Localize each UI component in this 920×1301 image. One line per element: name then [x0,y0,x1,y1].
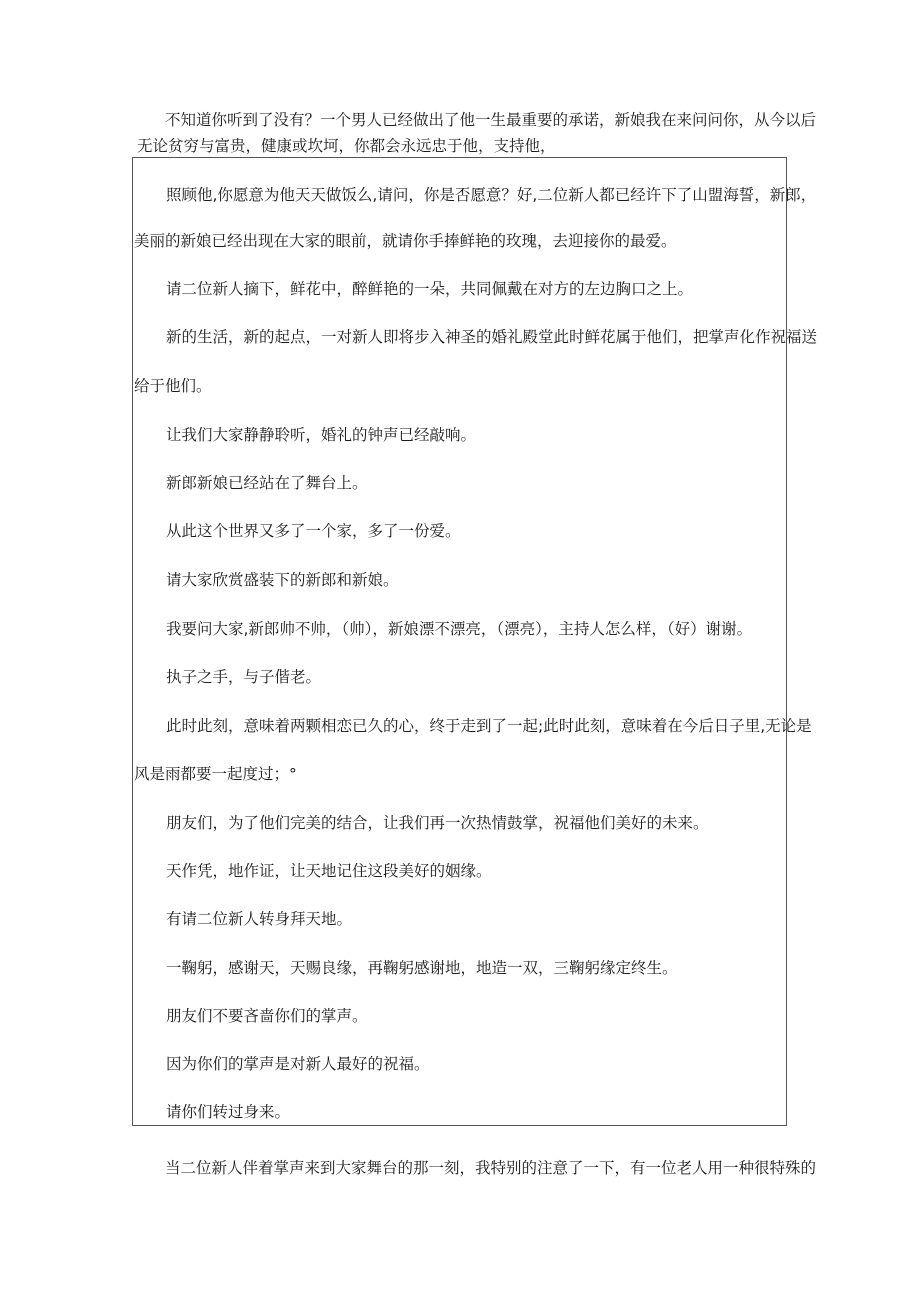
paragraph-3-line-2: 给于他们。 [134,377,212,395]
paragraph-7: 请大家欣赏盛装下的新郎和新娘。 [166,571,399,589]
paragraph-10-line-2: 风是雨都要一起度过；° [134,765,297,783]
paragraph-5: 新郎新娘已经站在了舞台上。 [166,474,368,492]
paragraph-12: 天作凭，地作证，让天地记住这段美好的姻缘。 [166,862,492,880]
paragraph-10-line-1: 此时此刻，意味着两颗相恋已久的心，终于走到了一起;此时此刻，意味着在今后日子里,无论是 [166,717,812,735]
intro-line-1: 不知道你听到了没有？一个男人已经做出了他一生最重要的承诺，新娘我在来问问你，从今以后 [165,111,817,129]
paragraph-16: 因为你们的掌声是对新人最好的祝福。 [166,1055,430,1073]
paragraph-17: 请你们转过身来。 [166,1103,291,1121]
intro-line-2: 无论贫穷与富贵，健康或坎坷，你都会永远忠于他，支持他， [137,137,556,155]
paragraph-4: 让我们大家静静聆听，婚礼的钟声已经敲响。 [166,426,477,444]
paragraph-1-line-1: 照顾他,你愿意为他天天做饭么,请问，你是否愿意？好,二位新人都已经许下了山盟海誓，新郎， [166,186,817,204]
paragraph-13: 有请二位新人转身拜天地。 [166,910,353,928]
outro-line-1: 当二位新人伴着掌声来到大家舞台的那一刻，我特别的注意了一下，有一位老人用一种很特殊的 [165,1159,817,1177]
paragraph-3-line-1: 新的生活，新的起点，一对新人即将步入神圣的婚礼殿堂此时鲜花属于他们，把掌声化作祝福送 [166,328,818,346]
paragraph-2: 请二位新人摘下，鲜花中，醉鲜艳的一朵，共同佩戴在对方的左边胸口之上。 [166,280,694,298]
paragraph-14: 一鞠躬，感谢天，天赐良缘，再鞠躬感谢地，地造一双，三鞠躬缘定终生。 [166,959,678,977]
paragraph-9: 执子之手，与子偕老。 [166,668,322,686]
bordered-text-box [132,157,818,1126]
paragraph-6: 从此这个世界又多了一个家，多了一份爱。 [166,522,461,540]
paragraph-1-line-2: 美丽的新娘已经出现在大家的眼前，就请你手捧鲜艳的玫瑰，去迎接你的最爱。 [134,232,677,250]
paragraph-11: 朋友们，为了他们完美的结合，让我们再一次热情鼓掌，祝福他们美好的未来。 [166,814,709,832]
paragraph-8: 我要问大家,新郎帅不帅，（帅），新娘漂不漂亮，（漂亮），主持人怎么样，（好）谢谢。 [166,620,753,638]
paragraph-15: 朋友们不要吝啬你们的掌声。 [166,1007,368,1025]
